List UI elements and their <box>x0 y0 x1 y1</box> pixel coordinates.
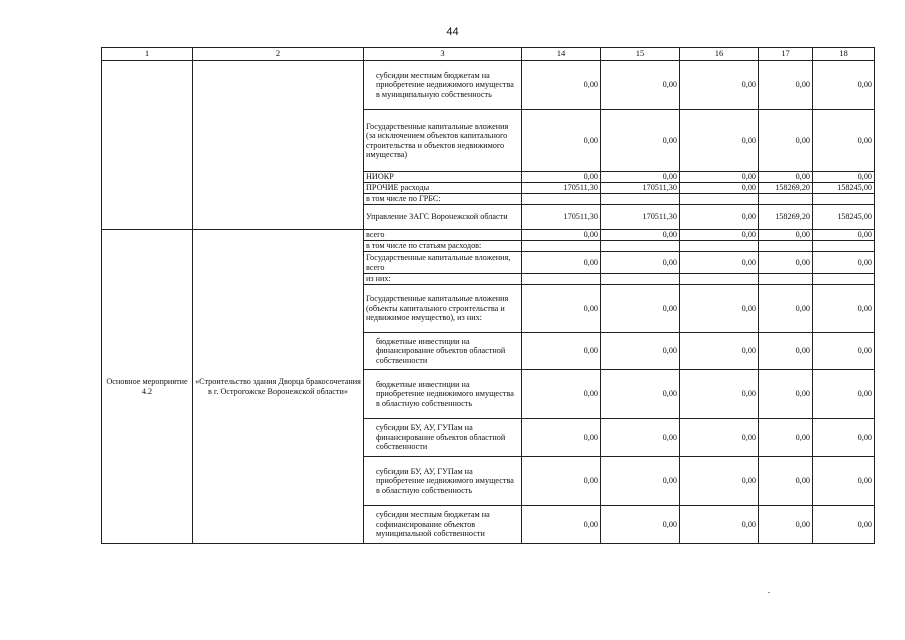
measure-code-cell <box>102 61 193 230</box>
value-cell: 0,00 <box>813 61 875 110</box>
value-cell: 0,00 <box>759 172 813 183</box>
value-cell: 0,00 <box>813 285 875 333</box>
expense-label-cell: Государственные капитальные вложения (за исключением объектов капитального строительства и объектов недвижимого имущества) <box>364 110 522 172</box>
value-cell: 0,00 <box>680 370 759 419</box>
value-cell: 170511,30 <box>522 183 601 194</box>
value-cell <box>759 241 813 252</box>
value-cell: 0,00 <box>601 370 680 419</box>
value-cell: 0,00 <box>680 457 759 506</box>
value-cell: 0,00 <box>680 172 759 183</box>
expense-label-cell: в том числе по ГРБС: <box>364 194 522 205</box>
value-cell: 0,00 <box>813 457 875 506</box>
header-cell: 16 <box>680 48 759 61</box>
value-cell <box>759 194 813 205</box>
expense-label-cell: всего <box>364 230 522 241</box>
value-cell: 0,00 <box>680 419 759 457</box>
value-cell: 0,00 <box>522 172 601 183</box>
value-cell <box>680 274 759 285</box>
value-cell: 0,00 <box>680 110 759 172</box>
header-cell: 14 <box>522 48 601 61</box>
value-cell: 0,00 <box>759 110 813 172</box>
value-cell: 0,00 <box>601 285 680 333</box>
value-cell: 170511,30 <box>601 205 680 230</box>
value-cell <box>813 241 875 252</box>
value-cell: 0,00 <box>759 285 813 333</box>
value-cell: 0,00 <box>813 506 875 544</box>
expense-label-cell: Управление ЗАГС Воронежской области <box>364 205 522 230</box>
expense-label-cell: ПРОЧИЕ расходы <box>364 183 522 194</box>
value-cell: 0,00 <box>813 230 875 241</box>
expense-label-cell: бюджетные инвестиции на приобретение недвижимого имущества в областную собственность <box>364 370 522 419</box>
value-cell: 0,00 <box>813 110 875 172</box>
value-cell: 170511,30 <box>601 183 680 194</box>
measure-code-cell: Основное мероприятие 4.2 <box>102 230 193 544</box>
value-cell <box>522 241 601 252</box>
page-number: 44 <box>446 26 459 38</box>
value-cell: 0,00 <box>759 457 813 506</box>
value-cell: 0,00 <box>680 506 759 544</box>
value-cell: 0,00 <box>522 110 601 172</box>
measure-title-cell <box>193 61 364 230</box>
value-cell: 0,00 <box>759 370 813 419</box>
value-cell: 0,00 <box>680 230 759 241</box>
value-cell: 0,00 <box>522 457 601 506</box>
value-cell <box>813 274 875 285</box>
header-cell: 18 <box>813 48 875 61</box>
value-cell: 0,00 <box>601 61 680 110</box>
value-cell <box>601 194 680 205</box>
expense-label-cell: субсидии БУ, АУ, ГУПам на приобретение недвижимого имущества в областную собственность <box>364 457 522 506</box>
expense-label-cell: субсидии БУ, АУ, ГУПам на финансирование объектов областной собственности <box>364 419 522 457</box>
value-cell: 0,00 <box>522 419 601 457</box>
value-cell <box>601 241 680 252</box>
value-cell: 0,00 <box>680 285 759 333</box>
expense-label-cell: субсидии местным бюджетам на приобретение недвижимого имущества в муниципальную собственность <box>364 61 522 110</box>
header-cell: 15 <box>601 48 680 61</box>
value-cell: 0,00 <box>680 252 759 274</box>
expense-label-cell: субсидии местным бюджетам на софинансирование объектов муниципальной собственности <box>364 506 522 544</box>
value-cell <box>680 241 759 252</box>
value-cell <box>522 194 601 205</box>
value-cell: 170511,30 <box>522 205 601 230</box>
value-cell: 0,00 <box>680 61 759 110</box>
value-cell <box>680 194 759 205</box>
value-cell: 0,00 <box>813 333 875 370</box>
value-cell: 0,00 <box>601 172 680 183</box>
value-cell: 158269,20 <box>759 183 813 194</box>
expense-label-cell: из них: <box>364 274 522 285</box>
value-cell: 0,00 <box>813 172 875 183</box>
measure-title-cell: «Строительство здания Дворца бракосочетания в г. Острогожске Воронежской области» <box>193 230 364 544</box>
header-cell: 3 <box>364 48 522 61</box>
value-cell: 0,00 <box>522 370 601 419</box>
value-cell <box>522 274 601 285</box>
value-cell: 0,00 <box>522 285 601 333</box>
header-cell: 2 <box>193 48 364 61</box>
expense-label-cell: бюджетные инвестиции на финансирование объектов областной собственности <box>364 333 522 370</box>
scan-speck <box>768 592 770 593</box>
value-cell: 0,00 <box>759 419 813 457</box>
value-cell <box>601 274 680 285</box>
value-cell: 158245,00 <box>813 205 875 230</box>
value-cell: 0,00 <box>601 333 680 370</box>
value-cell <box>813 194 875 205</box>
value-cell: 158269,20 <box>759 205 813 230</box>
value-cell: 0,00 <box>601 506 680 544</box>
value-cell: 0,00 <box>601 252 680 274</box>
value-cell: 0,00 <box>759 506 813 544</box>
value-cell: 0,00 <box>601 419 680 457</box>
header-cell: 1 <box>102 48 193 61</box>
expense-label-cell: Государственные капитальные вложения (объекты капитального строительства и недвижимое имущество), из них: <box>364 285 522 333</box>
value-cell: 0,00 <box>759 230 813 241</box>
value-cell: 0,00 <box>522 252 601 274</box>
table-row <box>102 230 875 241</box>
expense-label-cell: НИОКР <box>364 172 522 183</box>
expense-label-cell: Государственные капитальные вложения, всего <box>364 252 522 274</box>
value-cell: 0,00 <box>759 333 813 370</box>
value-cell: 0,00 <box>680 205 759 230</box>
value-cell: 0,00 <box>522 230 601 241</box>
value-cell: 0,00 <box>813 370 875 419</box>
header-row <box>102 48 875 61</box>
value-cell: 0,00 <box>522 333 601 370</box>
value-cell: 0,00 <box>522 506 601 544</box>
value-cell: 0,00 <box>813 419 875 457</box>
value-cell: 0,00 <box>759 252 813 274</box>
value-cell: 0,00 <box>601 230 680 241</box>
value-cell: 0,00 <box>522 61 601 110</box>
value-cell: 0,00 <box>680 183 759 194</box>
header-cell: 17 <box>759 48 813 61</box>
value-cell: 158245,00 <box>813 183 875 194</box>
value-cell: 0,00 <box>601 457 680 506</box>
budget-table <box>101 47 875 544</box>
table-row <box>102 61 875 110</box>
value-cell: 0,00 <box>680 333 759 370</box>
value-cell: 0,00 <box>813 252 875 274</box>
expense-label-cell: в том числе по статьям расходов: <box>364 241 522 252</box>
value-cell: 0,00 <box>601 110 680 172</box>
value-cell <box>759 274 813 285</box>
value-cell: 0,00 <box>759 61 813 110</box>
